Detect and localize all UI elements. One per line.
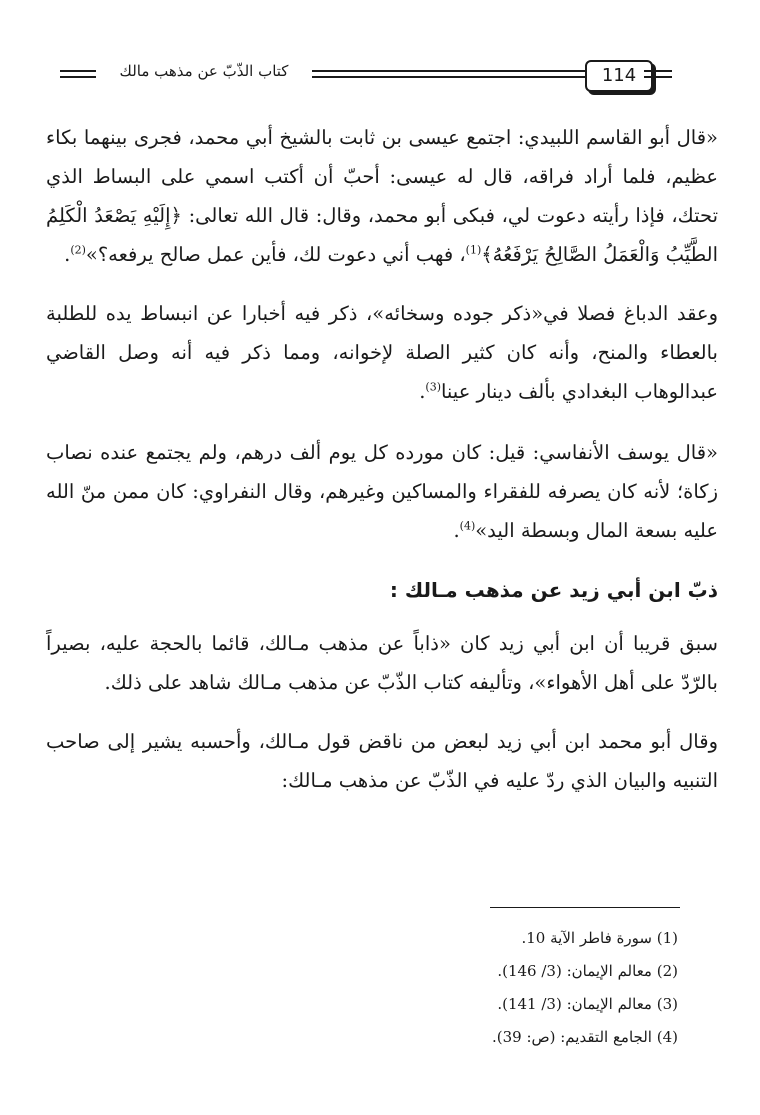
header-rule-middle-top — [312, 70, 624, 72]
footnote-2: (2) معالم الإيمان: (3/ 146). — [497, 962, 678, 980]
header-rule-middle-bottom — [312, 76, 624, 78]
footnote-ref-3: (3) — [425, 380, 441, 394]
paragraph-3-text: «قال يوسف الأنفاسي: قيل: كان مورده كل يوم ألف درهم، ولم يجتمع عنده نصاب زكاة؛ لأنه كان يصرفه للفقراء والمساكين وغيرهم، وقال النفراوي: كان ممن منّ الله عليه بسعة المال وبسطة اليد» — [46, 441, 718, 542]
page-header — [40, 58, 718, 92]
paragraph-5: وقال أبو محمد ابن أبي زيد لبعض من ناقض قول مـالك، وأحسبه يشير إلى صاحب التنبيه والبيان الذي ردّ عليه في الذّبّ عن مذهب مـالك: — [46, 730, 718, 792]
paragraph-1-end: . — [64, 243, 71, 266]
header-rule-right-top — [644, 70, 672, 72]
header-rule-left-bottom — [60, 76, 96, 78]
footnote-separator — [490, 907, 680, 908]
paragraph-4: سبق قريبا أن ابن أبي زيد كان «ذاباً عن مذهب مـالك، قائما بالحجة عليه، بصيراً بالرّدّ على أهل الأهواء»، وتأليفه كتاب الذّبّ عن مذهب مـالك شاهد على ذلك. — [46, 632, 718, 694]
paragraph-1 — [46, 118, 718, 274]
footnotes — [58, 922, 678, 1054]
footnote-ref-2: (2) — [70, 243, 86, 257]
running-title: كتاب الذّبّ عن مذهب مالك — [119, 62, 289, 80]
paragraph-1-middle: ، فهب أني دعوت لك، فأين عمل صالح يرفعه؟» — [85, 243, 466, 266]
page-number: 114 — [585, 60, 653, 92]
footnote-3: (3) معالم الإيمان: (3/ 141). — [497, 995, 678, 1013]
paragraph-1-text: «قال أبو القاسم اللبيدي: اجتمع عيسى بن ثابت بالشيخ أبي محمد، فجرى بينهما بكاء عظيم، فلما أراد فراقه، قال له عيسى: أحبّ أن أكتب اسمي على البساط الذي تحتك، فإذا رأيته دعوت لي، فبكى أبو محمد، وقال: قال الله تعالى: ﴿إِلَيْهِ يَصْعَدُ الْكَلِمُ الطَّيِّبُ وَالْعَمَلُ الصَّالِحُ يَرْفَعُهُ﴾ — [46, 126, 718, 266]
header-rule-right-bottom — [644, 76, 672, 78]
paragraph-2-text: وعقد الدباغ فصلا في«ذكر جوده وسخائه»، ذكر فيه أخبارا عن انبساط يده للطلبة بالعطاء والمنح، وأنه كان كثير الصلة لإخوانه، ومما ذكر فيه أنه وصل القاضي عبدالوهاب البغدادي بألف دينار عينا — [46, 302, 718, 403]
paragraph-3-end: . — [453, 519, 460, 542]
footnote-4: (4) الجامع التقديم: (ص: 39). — [491, 1028, 678, 1046]
footnote-ref-1: (1) — [465, 243, 482, 257]
paragraph-2 — [46, 294, 718, 411]
section-heading: ذبّ ابن أبي زيد عن مذهب مـالك : — [389, 578, 718, 602]
header-rule-left-top — [60, 70, 96, 72]
main-text — [46, 118, 718, 820]
paragraph-2-end: . — [419, 380, 426, 403]
footnote-ref-4: (4) — [459, 519, 476, 533]
footnote-1: (1) سورة فاطر الآية 10. — [521, 929, 678, 947]
paragraph-3 — [46, 433, 718, 550]
